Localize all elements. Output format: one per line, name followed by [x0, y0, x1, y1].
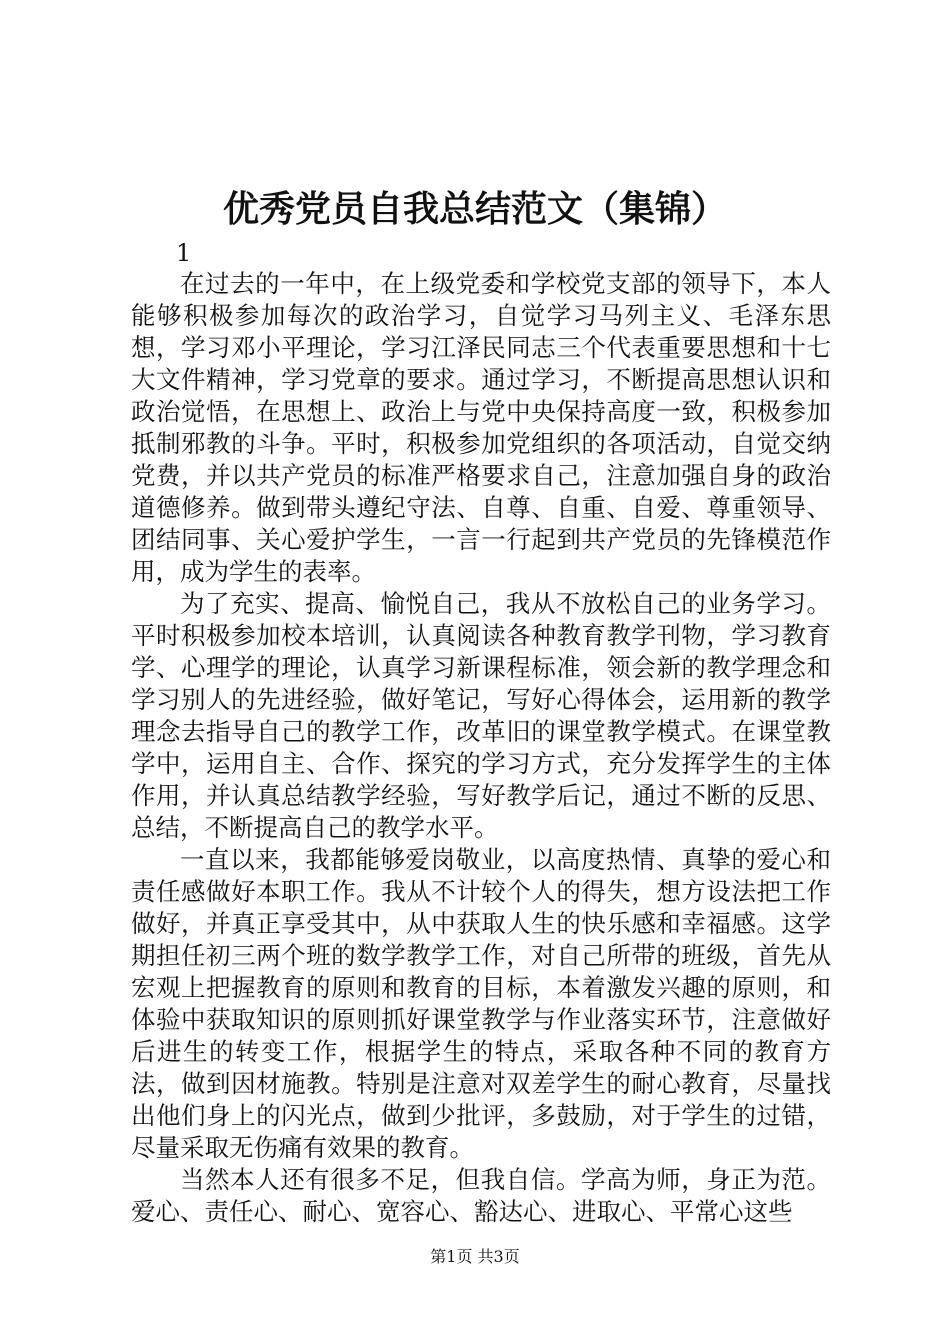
- paragraph: 为了充实、提高、愉悦自己，我从不放松自己的业务学习。平时积极参加校本培训，认真阅读各种教育教学刊物，学习教育学、心理学的理论，认真学习新课程标准，领会新的教学理念和学习别人的先进经验，做好笔记，写好心得体会，运用新的教学理念去指导自己的教学工作，改革旧的课堂教学模式。在课堂教学中，运用自主、合作、探究的学习方式，充分发挥学生的主体作用，并认真总结教学经验，写好教学后记，通过不断的反思、总结，不断提高自己的教学水平。: [131, 589, 831, 842]
- section-number: 1: [176, 239, 192, 267]
- paragraph: 一直以来，我都能够爱岗敬业，以高度热情、真挚的爱心和责任感做好本职工作。我从不计较个人的得失，想方设法把工作做好，并真正享受其中，从中获取人生的快乐感和幸福感。这学期担任初三两个班的数学教学工作，对自己所带的班级，首先从宏观上把握教育的原则和教育的目标，本着激发兴趣的原则，和体验中获取知识的原则抓好课堂教学与作业落实环节，注意做好后进生的转变工作，根据学生的特点，采取各种不同的教育方法，做到因材施教。特别是注意对双差学生的耐心教育，尽量找出他们身上的闪光点，做到少批评，多鼓励，对于学生的过错，尽量采取无伤痛有效果的教育。: [131, 845, 831, 1162]
- paragraph: 当然本人还有很多不足，但我自信。学高为师，身正为范。爱心、责任心、耐心、宽容心、豁达心、进取心、平常心这些: [131, 1165, 831, 1226]
- paragraph: 在过去的一年中，在上级党委和学校党支部的领导下，本人能够积极参加每次的政治学习，自觉学习马列主义、毛泽东思想，学习邓小平理论，学习江泽民同志三个代表重要思想和十七大文件精神，学习党章的要求。通过学习，不断提高思想认识和政治觉悟，在思想上、政治上与党中央保持高度一致，积极参加抵制邪教的斗争。平时，积极参加党组织的各项活动，自觉交纳党费，并以共产党员的标准严格要求自己，注意加强自身的政治道德修养。做到带头遵纪守法、自尊、自重、自爱、尊重领导、团结同事、关心爱护学生，一言一行起到共产党员的先锋模范作用，成为学生的表率。: [131, 269, 831, 586]
- page-footer: 第1页 共3页: [430, 1247, 520, 1266]
- document-title: 优秀党员自我总结范文（集锦）: [222, 189, 727, 230]
- document-body: [131, 268, 831, 1228]
